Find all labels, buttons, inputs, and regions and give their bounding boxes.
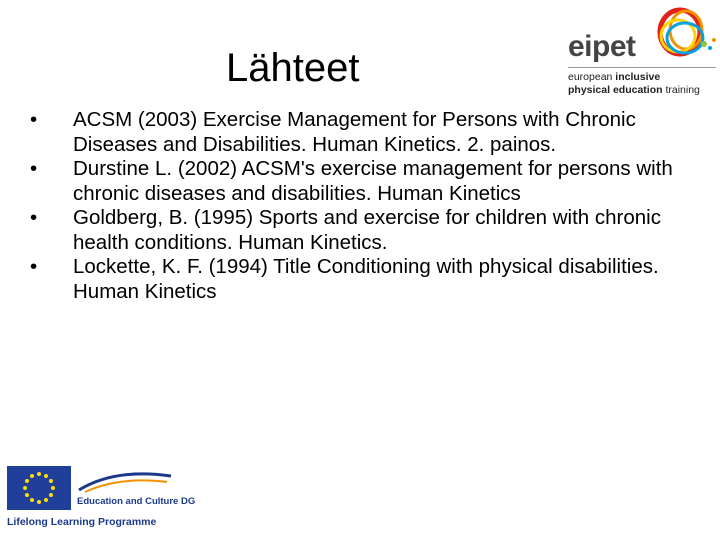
dot-blue bbox=[708, 46, 712, 50]
swoosh-icon bbox=[75, 466, 175, 496]
slide-title: Lähteet bbox=[226, 46, 360, 90]
bullet-icon: • bbox=[30, 108, 38, 131]
reference-text: Lockette, K. F. (1994) Title Conditioning with physical disabilities. Human Kinetics bbox=[73, 255, 659, 303]
reference-text: Durstine L. (2002) ACSM's exercise management for persons with chronic diseases and disabilities. Human Kinetics bbox=[73, 157, 673, 205]
list-item bbox=[28, 108, 718, 157]
bullet-icon: • bbox=[30, 255, 38, 278]
reference-list bbox=[28, 108, 718, 304]
reference-text: Goldberg, B. (1995) Sports and exercise for children with chronic health conditions. Human Kinetics. bbox=[73, 206, 661, 254]
reference-text: ACSM (2003) Exercise Management for Persons with Chronic Diseases and Disabilities. Human Kinetics. 2. painos. bbox=[73, 108, 636, 156]
logo-tagline-line2: physical education training bbox=[568, 84, 700, 96]
dg-label: Education and Culture DG bbox=[77, 496, 196, 507]
eu-stars-icon bbox=[7, 466, 71, 510]
eu-flag-icon bbox=[7, 466, 71, 510]
eipet-logo bbox=[566, 4, 720, 100]
programme-label: Lifelong Learning Programme bbox=[7, 516, 157, 528]
list-item bbox=[28, 206, 718, 255]
list-item bbox=[28, 157, 718, 206]
logo-divider bbox=[568, 67, 716, 68]
bullet-icon: • bbox=[30, 157, 38, 180]
logo-tagline-line1: european inclusive bbox=[568, 71, 661, 83]
eipet-rings-icon bbox=[652, 4, 720, 66]
footer-logos bbox=[5, 462, 196, 532]
dot-green bbox=[701, 41, 707, 47]
ring-orange bbox=[670, 11, 702, 49]
eipet-wordmark: eipet bbox=[568, 30, 636, 63]
bullet-icon: • bbox=[30, 206, 38, 229]
dot-orange bbox=[712, 38, 716, 42]
list-item bbox=[28, 255, 718, 304]
